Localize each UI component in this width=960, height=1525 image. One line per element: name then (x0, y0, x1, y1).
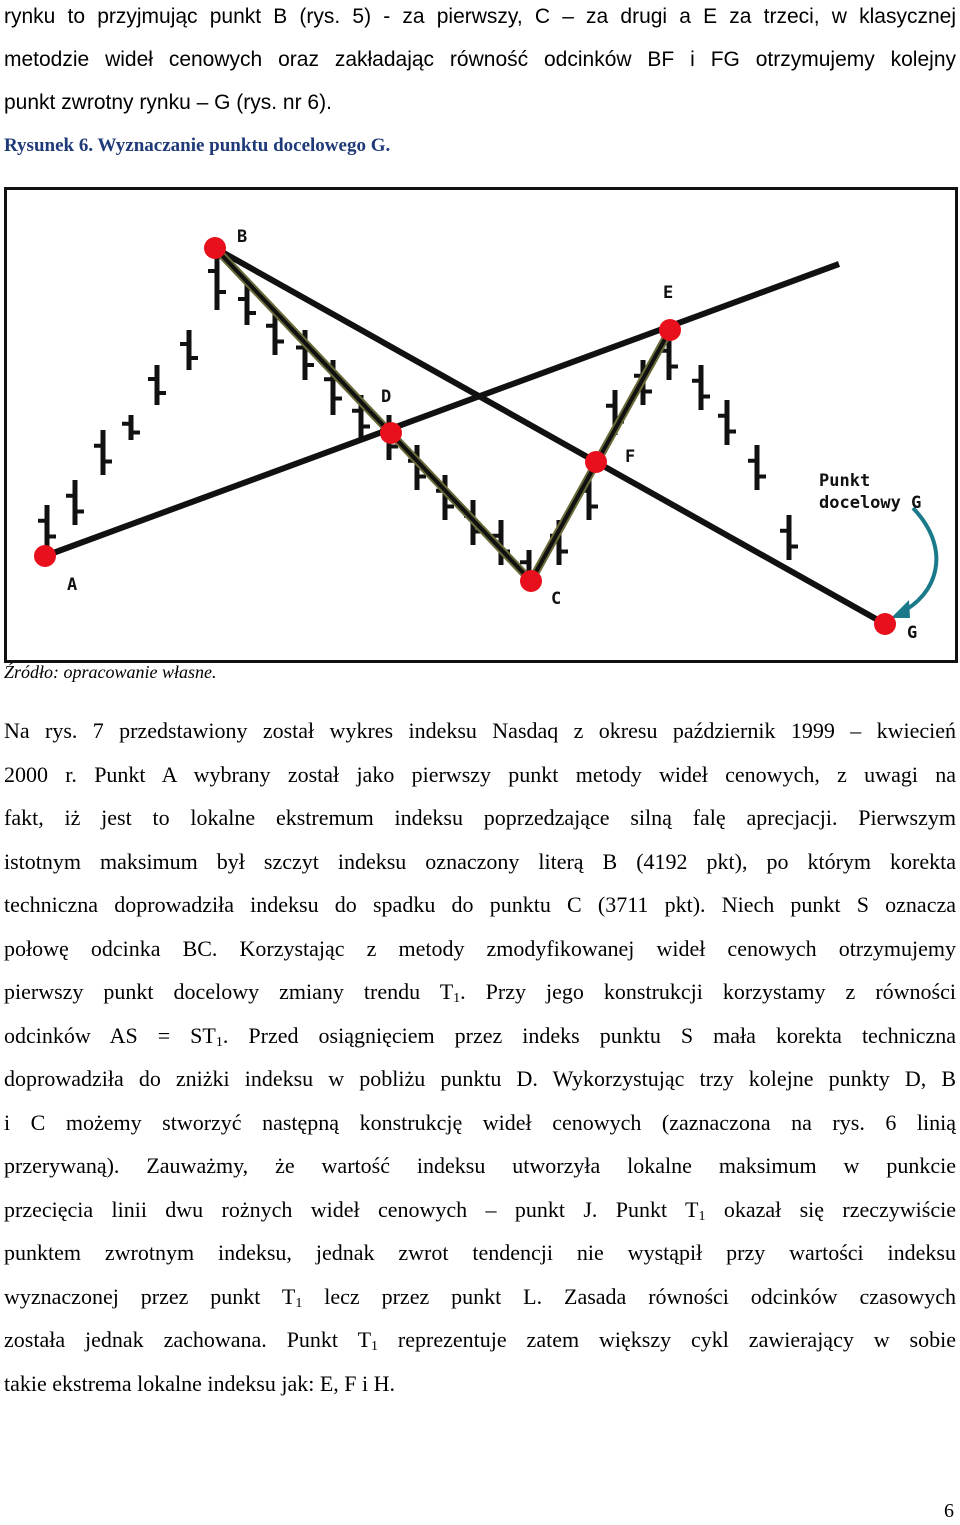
body-line (4, 1321, 956, 1365)
subscript: 1 (698, 1208, 706, 1224)
intro-line: punkt zwrotny rynku – G (rys. nr 6). (4, 91, 332, 114)
figure-source: Źródło: opracowanie własne. (4, 662, 217, 682)
body-line: doprowadziła do zniżki indeksu w pobliżu punktu D. Wykorzystując trzy kolejne punkty D, B (4, 1066, 956, 1091)
body-line: Na rys. 7 przedstawiony został wykres indeksu Nasdaq z okresu październik 1999 – kwiecień (4, 718, 956, 743)
text-run: reprezentuje zatem większy cykl zawierający w sobie (378, 1327, 956, 1352)
body-line: techniczna doprowadziła indeksu do spadku do punktu C (3711 pkt). Niech punkt S oznacza (4, 892, 956, 917)
text-run: lecz przez punkt L. Zasada równości odcinków czasowych (302, 1283, 956, 1309)
point-A (34, 545, 56, 567)
body-line: takie ekstrema lokalne indeksu jak: E, F i H. (4, 1370, 396, 1396)
label-target-line1: Punkt (819, 471, 871, 491)
text-run: została jednak zachowana. Punkt T (4, 1327, 372, 1352)
intro-line: metodzie wideł cenowych oraz zakładając równość odcinków BF i FG otrzymujemy kolejny (4, 48, 956, 71)
text-run: okazał się rzeczywiście (705, 1196, 956, 1222)
point-D (380, 422, 402, 444)
text-run: odcinków AS = ST (4, 1022, 216, 1048)
body-line: punktem zwrotnym indeksu, jednak zwrot tendencji nie wystąpił przy wartości indeksu (4, 1240, 956, 1265)
label-E: E (663, 283, 674, 303)
label-G: G (907, 623, 918, 643)
body-line: fakt, iż jest to lokalne ekstremum indeksu poprzedzające silną falę aprecjacji. Pierwszym (4, 805, 956, 830)
text-run: . Przed osiągnięciem przez indeks punktu S mała korekta techniczna (222, 1022, 956, 1048)
pitchfork-chart (7, 190, 955, 660)
label-A: A (67, 575, 78, 595)
body-line (4, 973, 956, 1017)
point-C (520, 570, 542, 592)
body-line (4, 1278, 956, 1322)
page-number: 6 (944, 1500, 954, 1522)
point-E (659, 319, 681, 341)
body-line: istotnym maksimum był szczyt indeksu oznaczony literą B (4192 pkt), po którym korekta (4, 848, 956, 874)
subscript: 1 (453, 991, 461, 1006)
body-line (4, 1191, 956, 1235)
line-B-G (215, 248, 885, 624)
text-run: . Przy jego konstrukcji korzystamy z równości (460, 979, 956, 1004)
label-target-line2: docelowy G (819, 493, 922, 513)
body-paragraph (4, 712, 956, 1408)
figure-caption: Rysunek 6. Wyznaczanie punktu docelowego G. (4, 135, 391, 156)
subscript: 1 (371, 1339, 379, 1354)
text-run: pierwszy punkt docelowy zmiany trendu T (4, 979, 454, 1004)
intro-line: rynku to przyjmując punkt B (rys. 5) - za pierwszy, C – za drugi a E za trzeci, w klasycznej (4, 5, 956, 28)
body-line: przerywaną). Zauważmy, że wartość indeksu utworzyła lokalne maksimum w punkcie (4, 1153, 956, 1178)
label-F: F (625, 447, 636, 467)
target-arrow (900, 508, 936, 613)
figure-frame (4, 187, 958, 663)
line-A-E (45, 264, 839, 556)
subscript: 1 (215, 1034, 223, 1050)
body-line: 2000 r. Punkt A wybrany został jako pierwszy punkt metody wideł cenowych, z uwagi na (4, 761, 956, 787)
label-D: D (381, 387, 392, 407)
body-line (4, 1017, 956, 1061)
line-B-C (215, 248, 531, 581)
subscript: 1 (295, 1295, 303, 1311)
text-run: przecięcia linii dwu rożnych wideł cenowych – punkt J. Punkt T (4, 1196, 699, 1222)
label-C: C (551, 589, 562, 609)
text-run: wyznaczonej przez punkt T (4, 1283, 296, 1309)
point-F (585, 451, 607, 473)
target-arrow-head (891, 600, 910, 618)
body-line: połowę odcinka BC. Korzystając z metody zmodyfikowanej wideł cenowych otrzymujemy (4, 935, 956, 961)
point-G (874, 613, 896, 635)
intro-paragraph (4, 0, 956, 129)
point-B (204, 237, 226, 259)
body-line: i C możemy stworzyć następną konstrukcję wideł cenowych (zaznaczona na rys. 6 linią (4, 1109, 956, 1135)
label-B: B (237, 227, 248, 247)
